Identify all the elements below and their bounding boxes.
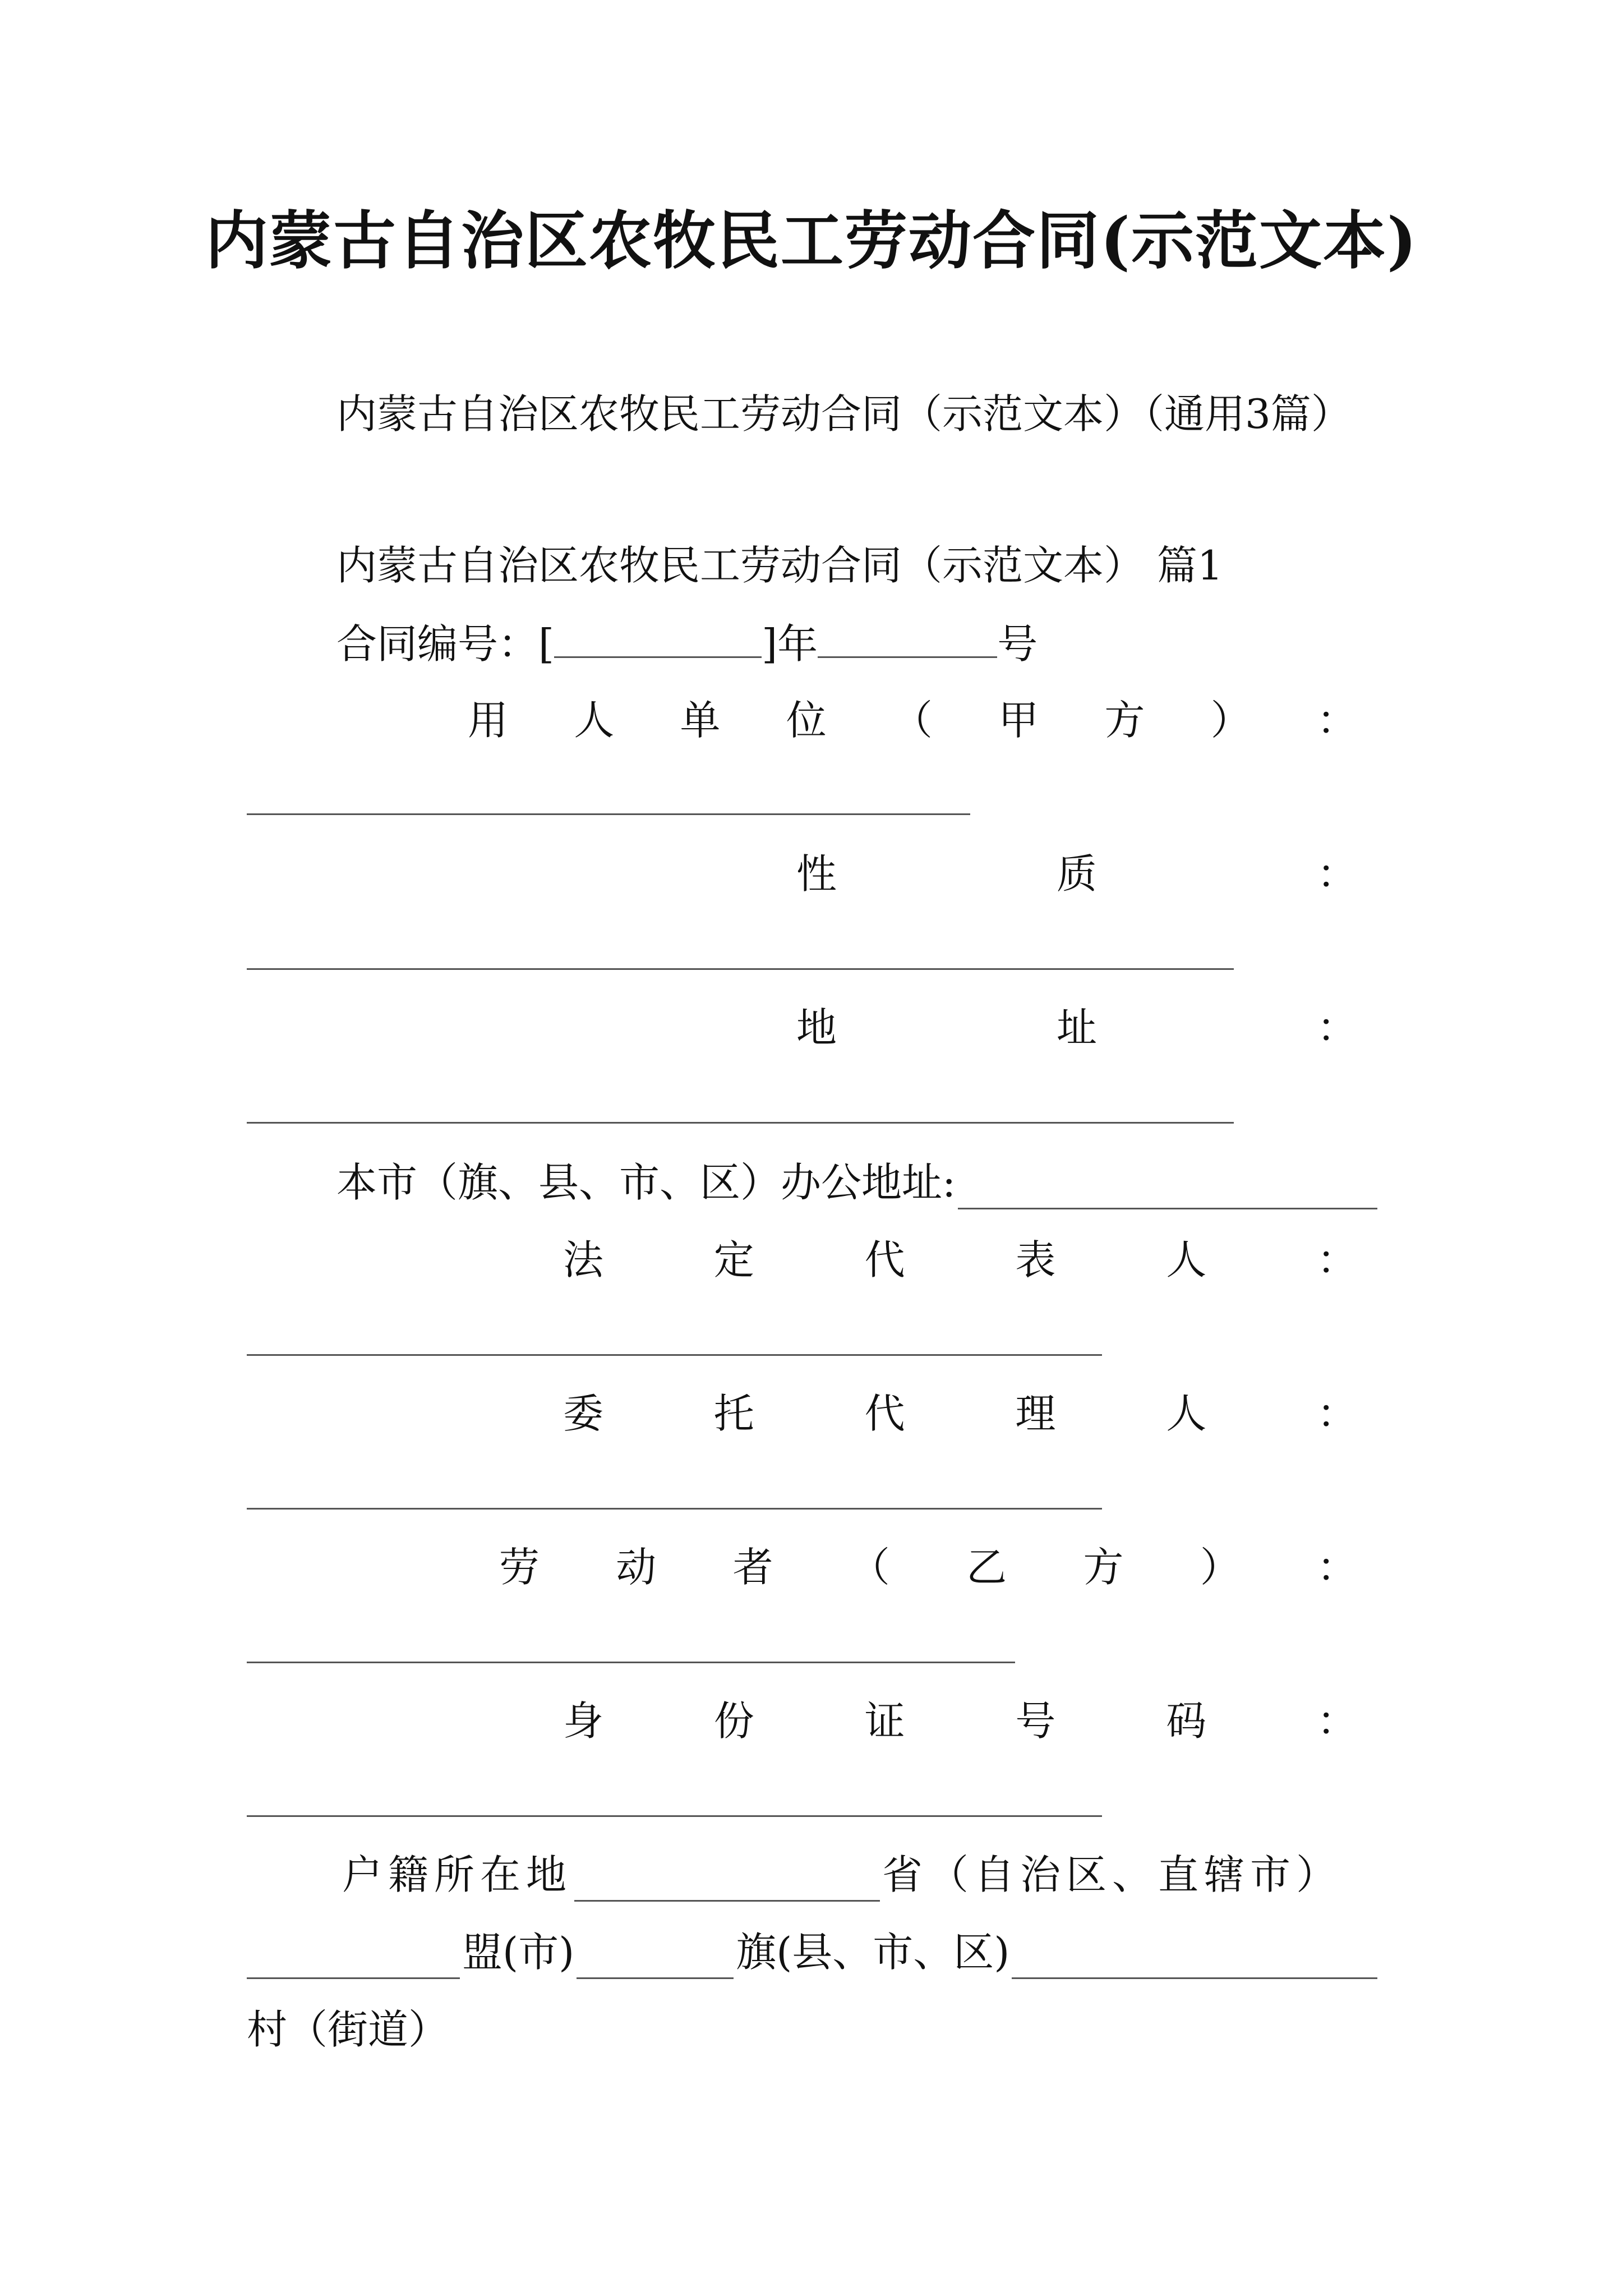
employer-char: 位	[786, 697, 827, 744]
legal-rep-label	[563, 1233, 1357, 1287]
agent-char: 代	[864, 1390, 905, 1437]
nature-char: 性	[796, 850, 837, 898]
household-province: 省（自治区、直辖市）	[882, 1851, 1343, 1898]
household-row-1	[342, 1848, 1380, 1902]
document-title: 内蒙古自治区农牧民工劳动合同(示范文本)	[205, 204, 1418, 278]
id-number-char: 身	[563, 1697, 604, 1745]
legal-rep-char: 定	[713, 1236, 754, 1283]
contract-number-year: ]年	[762, 620, 818, 668]
worker-char: 动	[616, 1544, 657, 1591]
household-league-blank[interactable]	[247, 1937, 460, 1979]
address-char: ：	[1316, 1004, 1357, 1051]
nature-char: ：	[1316, 850, 1357, 898]
id-number-label	[563, 1694, 1357, 1748]
legal-rep-char: 表	[1015, 1236, 1056, 1283]
employer-label	[468, 693, 1357, 747]
address-char: 地	[796, 1004, 837, 1051]
contract-number-seq-blank[interactable]	[818, 616, 997, 658]
contract-number-blank[interactable]	[554, 616, 762, 658]
employer-char: ：	[1316, 697, 1357, 744]
nature-blank[interactable]	[247, 968, 1234, 970]
worker-char: ：	[1316, 1544, 1357, 1591]
intro-paragraph: 内蒙古自治区农牧民工劳动合同（示范文本）（通用3篇）	[336, 390, 1352, 438]
local-office-row	[336, 1156, 1380, 1209]
employer-char: （	[892, 697, 933, 744]
worker-blank[interactable]	[247, 1662, 1015, 1663]
household-league: 盟(市)	[462, 1929, 575, 1976]
agent-char: ：	[1316, 1390, 1357, 1437]
contract-number-suffix: 号	[997, 620, 1038, 668]
employer-blank[interactable]	[247, 813, 970, 815]
id-number-char: 证	[864, 1697, 905, 1745]
household-banner-blank[interactable]	[577, 1937, 734, 1979]
legal-rep-char: 人	[1166, 1236, 1207, 1283]
section-heading: 内蒙古自治区农牧民工劳动合同（示范文本） 篇1	[336, 542, 1223, 589]
worker-char: 劳	[499, 1544, 540, 1591]
id-number-char: 号	[1015, 1697, 1056, 1745]
agent-blank[interactable]	[247, 1508, 1102, 1510]
id-number-char: 码	[1166, 1697, 1207, 1745]
worker-char: ）	[1200, 1544, 1241, 1591]
household-label: 户籍所在地	[342, 1851, 573, 1898]
local-office-label: 本市（旗、县、市、区）办公地址:	[336, 1159, 956, 1206]
employer-char: 人	[574, 697, 615, 744]
agent-char: 理	[1015, 1390, 1056, 1437]
contract-number-label: 合同编号：[	[336, 620, 555, 668]
agent-char: 委	[563, 1390, 604, 1437]
address-label	[796, 1001, 1357, 1055]
worker-label	[499, 1540, 1357, 1594]
employer-char: 甲	[998, 697, 1039, 744]
legal-rep-char: 法	[563, 1236, 604, 1283]
household-province-blank[interactable]	[574, 1860, 880, 1902]
worker-char: 者	[732, 1544, 773, 1591]
contract-number-line	[336, 616, 1038, 671]
household-row-2	[247, 1925, 1380, 1979]
id-number-char: ：	[1316, 1697, 1357, 1745]
legal-rep-char: 代	[864, 1236, 905, 1283]
employer-char: ）	[1210, 697, 1251, 744]
address-char: 址	[1056, 1004, 1097, 1051]
employer-char: 方	[1104, 697, 1145, 744]
agent-char: 人	[1166, 1390, 1207, 1437]
agent-char: 托	[713, 1390, 754, 1437]
legal-rep-blank[interactable]	[247, 1354, 1102, 1356]
worker-char: 方	[1083, 1544, 1124, 1591]
nature-char: 质	[1056, 850, 1097, 898]
worker-char: （	[849, 1544, 890, 1591]
id-number-blank[interactable]	[247, 1815, 1102, 1817]
local-office-blank[interactable]	[958, 1167, 1377, 1209]
household-banner: 旗(县、市、区)	[736, 1929, 1010, 1976]
employer-char: 用	[468, 697, 509, 744]
legal-rep-char: ：	[1316, 1236, 1357, 1283]
address-blank[interactable]	[247, 1122, 1234, 1124]
employer-char: 单	[680, 697, 721, 744]
nature-label	[796, 847, 1357, 901]
agent-label	[563, 1387, 1357, 1441]
household-village-blank[interactable]	[1012, 1937, 1377, 1979]
id-number-char: 份	[713, 1697, 754, 1745]
worker-char: 乙	[966, 1544, 1007, 1591]
household-village: 村（街道）	[247, 2006, 449, 2053]
